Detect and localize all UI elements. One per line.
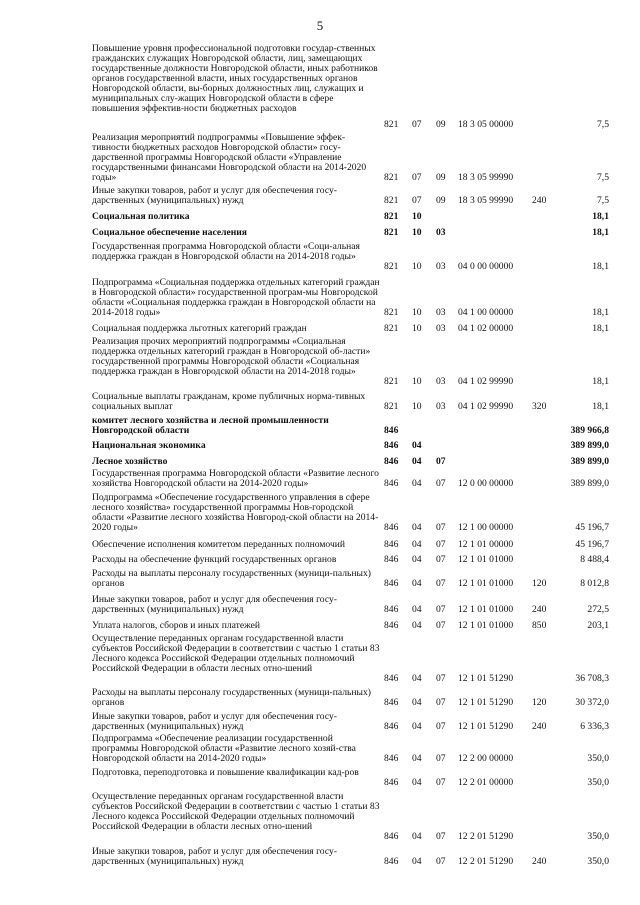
row-admin-code: 846 bbox=[384, 753, 399, 764]
row-expense-type: 120 bbox=[532, 578, 547, 589]
table-row bbox=[0, 324, 640, 334]
row-amount: 18,1 bbox=[592, 376, 609, 387]
table-row bbox=[0, 228, 640, 238]
table-row bbox=[0, 416, 640, 436]
table-row bbox=[0, 621, 640, 631]
row-subsection-code: 03 bbox=[436, 376, 446, 387]
table-row bbox=[0, 44, 640, 130]
row-section-code: 04 bbox=[412, 831, 422, 842]
row-section-code: 10 bbox=[412, 227, 422, 238]
row-section-code: 04 bbox=[412, 721, 422, 732]
row-amount: 30 372,0 bbox=[575, 697, 609, 708]
row-subsection-code: 09 bbox=[436, 195, 446, 206]
table-row bbox=[0, 457, 640, 467]
row-section-code: 04 bbox=[412, 456, 422, 467]
table-row bbox=[0, 278, 640, 318]
row-amount: 203,1 bbox=[587, 620, 609, 631]
row-amount: 45 196,7 bbox=[575, 522, 609, 533]
row-target-article: 18 3 05 99990 bbox=[458, 195, 514, 206]
row-name: Государственная программа Новгородской области «Соци-альная поддержка граждан в Новгородской области на 2014-2018 годы» bbox=[92, 241, 360, 262]
table-row bbox=[0, 212, 640, 222]
row-name: Повышение уровня профессиональной подготовки государ-ственных гражданских служащих Новгородской области, лиц, замещающих государственные должности Новгородской области, иных работников органов государственной власти, иных государственных органов Новгородской области, вы-борных должностных лиц, служащих и муниципальных слу-жащих Новгородской области в сфере повышения эффектив-ности бюджетных расходов bbox=[92, 43, 378, 114]
table-row bbox=[0, 688, 640, 708]
row-section-code: 04 bbox=[412, 539, 422, 550]
row-admin-code: 821 bbox=[384, 307, 399, 318]
table-row bbox=[0, 634, 640, 684]
row-section-code: 10 bbox=[412, 323, 422, 334]
row-name: Осуществление переданных органам государственной власти субъектов Российской Федерации в соответствии с частью 1 статьи 83 Лесного кодекса Российской Федерации отдельных полномочий Российской Федерации в области лесных отно-шений bbox=[92, 633, 380, 674]
row-subsection-code: 07 bbox=[436, 539, 446, 550]
row-section-code: 10 bbox=[412, 261, 422, 272]
row-amount: 18,1 bbox=[592, 307, 609, 318]
row-amount: 350,0 bbox=[587, 753, 609, 764]
row-subsection-code: 07 bbox=[436, 604, 446, 615]
table-row bbox=[0, 337, 640, 387]
row-admin-code: 821 bbox=[384, 227, 399, 238]
table-row bbox=[0, 540, 640, 550]
row-name: Подпрограмма «Обеспечение государственного управления в сфере лесного хозяйства» государственной программы Нов-городской области «Развитие лесного хозяйства Новгород-ской области на 2014-2020 годы» bbox=[92, 492, 379, 533]
row-admin-code: 821 bbox=[384, 211, 399, 222]
row-amount: 18,1 bbox=[592, 261, 609, 272]
row-section-code: 04 bbox=[412, 697, 422, 708]
row-name: Социальная политика bbox=[92, 211, 190, 222]
row-admin-code: 846 bbox=[384, 604, 399, 615]
row-section-code: 04 bbox=[412, 856, 422, 867]
row-name: Иные закупки товаров, работ и услуг для обеспечения госу-дарственных (муниципальных) нужд bbox=[92, 185, 337, 206]
row-name: Расходы на выплаты персоналу государственных (муници-пальных) органов bbox=[92, 568, 371, 589]
table-row bbox=[0, 133, 640, 183]
row-subsection-code: 03 bbox=[436, 401, 446, 412]
row-section-code: 04 bbox=[412, 673, 422, 684]
row-admin-code: 846 bbox=[384, 478, 399, 489]
row-admin-code: 846 bbox=[384, 620, 399, 631]
row-subsection-code: 03 bbox=[436, 307, 446, 318]
row-admin-code: 846 bbox=[384, 539, 399, 550]
row-target-article: 12 2 01 51290 bbox=[458, 831, 514, 842]
row-name: Государственная программа Новгородской области «Развитие лесного хозяйства Новгородской области на 2014-2020 годы» bbox=[92, 468, 379, 489]
row-section-code: 07 bbox=[412, 172, 422, 183]
row-subsection-code: 03 bbox=[436, 227, 446, 238]
table-row bbox=[0, 712, 640, 732]
table-row bbox=[0, 441, 640, 451]
row-admin-code: 821 bbox=[384, 376, 399, 387]
row-target-article: 12 1 01 01000 bbox=[458, 620, 514, 631]
row-section-code: 04 bbox=[412, 620, 422, 631]
row-admin-code: 846 bbox=[384, 440, 399, 451]
row-amount: 18,1 bbox=[592, 401, 609, 412]
row-admin-code: 846 bbox=[384, 831, 399, 842]
row-subsection-code: 07 bbox=[436, 522, 446, 533]
row-name: Подпрограмма «Социальная поддержка отдельных категорий граждан в Новгородской области» государственной програм-мы Новгородской области «Социальная поддержка граждан в Новгородской области на 2014-2018 годы» bbox=[92, 277, 380, 318]
row-amount: 389 966,8 bbox=[570, 425, 609, 436]
row-name: комитет лесного хозяйства и лесной промышленности Новгородской области bbox=[92, 415, 329, 436]
row-admin-code: 846 bbox=[384, 578, 399, 589]
row-target-article: 04 1 02 99990 bbox=[458, 376, 514, 387]
row-admin-code: 846 bbox=[384, 777, 399, 788]
table-row bbox=[0, 186, 640, 206]
row-amount: 18,1 bbox=[592, 323, 609, 334]
row-subsection-code: 07 bbox=[436, 554, 446, 565]
row-amount: 36 708,3 bbox=[575, 673, 609, 684]
row-expense-type: 320 bbox=[532, 401, 547, 412]
row-subsection-code: 07 bbox=[436, 777, 446, 788]
row-section-code: 10 bbox=[412, 401, 422, 412]
row-subsection-code: 07 bbox=[436, 673, 446, 684]
table-row bbox=[0, 392, 640, 412]
row-subsection-code: 07 bbox=[436, 578, 446, 589]
table-row bbox=[0, 493, 640, 533]
row-amount: 8 012,8 bbox=[580, 578, 609, 589]
row-name: Социальные выплаты гражданам, кроме публичных норма-тивных социальных выплат bbox=[92, 391, 366, 412]
row-amount: 18,1 bbox=[592, 227, 609, 238]
row-name: Реализация прочих мероприятий подпрограммы «Социальная поддержка отдельных категорий граждан в Новгородской об-ласти» государственной программы Новгородской области «Социальная поддержка граждан в Новгородской области на 2014-2018 годы» bbox=[92, 336, 371, 377]
row-subsection-code: 09 bbox=[436, 119, 446, 130]
row-target-article: 18 3 05 99990 bbox=[458, 172, 514, 183]
row-section-code: 04 bbox=[412, 604, 422, 615]
table-row bbox=[0, 595, 640, 615]
table-row bbox=[0, 768, 640, 788]
row-section-code: 04 bbox=[412, 777, 422, 788]
row-section-code: 04 bbox=[412, 440, 422, 451]
row-amount: 389 899,0 bbox=[570, 478, 609, 489]
row-section-code: 04 bbox=[412, 753, 422, 764]
row-target-article: 12 2 01 00000 bbox=[458, 777, 514, 788]
row-subsection-code: 03 bbox=[436, 323, 446, 334]
row-subsection-code: 07 bbox=[436, 721, 446, 732]
table-row bbox=[0, 792, 640, 842]
table-row bbox=[0, 469, 640, 489]
row-name: Подготовка, переподготовка и повышение квалификации кад-ров bbox=[92, 767, 359, 778]
row-subsection-code: 07 bbox=[436, 753, 446, 764]
table-row bbox=[0, 569, 640, 589]
row-expense-type: 240 bbox=[532, 721, 547, 732]
row-expense-type: 240 bbox=[532, 604, 547, 615]
row-subsection-code: 07 bbox=[436, 697, 446, 708]
row-amount: 6 336,3 bbox=[580, 721, 609, 732]
row-expense-type: 240 bbox=[532, 856, 547, 867]
row-name: Национальная экономика bbox=[92, 440, 206, 451]
row-target-article: 12 1 00 00000 bbox=[458, 522, 514, 533]
row-name: Уплата налогов, сборов и иных платежей bbox=[92, 620, 261, 631]
row-name: Расходы на выплаты персоналу государственных (муници-пальных) органов bbox=[92, 687, 371, 708]
row-target-article: 12 1 01 01000 bbox=[458, 604, 514, 615]
row-target-article: 12 1 01 51290 bbox=[458, 673, 514, 684]
row-expense-type: 240 bbox=[532, 195, 547, 206]
row-section-code: 04 bbox=[412, 578, 422, 589]
row-target-article: 04 1 00 00000 bbox=[458, 307, 514, 318]
row-amount: 7,5 bbox=[597, 172, 609, 183]
row-section-code: 07 bbox=[412, 195, 422, 206]
row-expense-type: 850 bbox=[532, 620, 547, 631]
row-target-article: 12 1 01 51290 bbox=[458, 697, 514, 708]
row-section-code: 04 bbox=[412, 478, 422, 489]
row-section-code: 07 bbox=[412, 119, 422, 130]
row-amount: 7,5 bbox=[597, 195, 609, 206]
table-row bbox=[0, 847, 640, 867]
row-subsection-code: 09 bbox=[436, 172, 446, 183]
row-amount: 350,0 bbox=[587, 856, 609, 867]
row-admin-code: 846 bbox=[384, 522, 399, 533]
row-amount: 7,5 bbox=[597, 119, 609, 130]
row-amount: 389 899,0 bbox=[570, 456, 609, 467]
row-section-code: 10 bbox=[412, 376, 422, 387]
row-section-code: 04 bbox=[412, 522, 422, 533]
page-number: 5 bbox=[316, 18, 324, 33]
row-name: Иные закупки товаров, работ и услуг для обеспечения госу-дарственных (муниципальных) нужд bbox=[92, 711, 337, 732]
row-name: Расходы на обеспечение функций государственных органов bbox=[92, 554, 337, 565]
row-target-article: 12 1 01 01000 bbox=[458, 554, 514, 565]
row-target-article: 18 3 05 00000 bbox=[458, 119, 514, 130]
row-name: Реализация мероприятий подпрограммы «Повышение эффек-тивности бюджетных расходов Новгородской области» госу-дарственной программы Новгородской области «Управление государственными финансами Новгородской области на 2014-2020 годы» bbox=[92, 132, 367, 183]
row-admin-code: 846 bbox=[384, 697, 399, 708]
row-subsection-code: 07 bbox=[436, 456, 446, 467]
row-target-article: 04 0 00 00000 bbox=[458, 261, 514, 272]
row-name: Осуществление переданных органам государственной власти субъектов Российской Федерации в соответствии с частью 1 статьи 83 Лесного кодекса Российской Федерации отдельных полномочий Российской Федерации в области лесных отно-шений bbox=[92, 791, 380, 832]
row-amount: 272,5 bbox=[587, 604, 609, 615]
row-admin-code: 821 bbox=[384, 261, 399, 272]
row-admin-code: 846 bbox=[384, 721, 399, 732]
row-admin-code: 821 bbox=[384, 172, 399, 183]
row-name: Подпрограмма «Обеспечение реализации государственной программы Новгородской области «Развитие лесного хозяй-ства Новгородской области на 2014-2020 годы» bbox=[92, 733, 356, 764]
row-expense-type: 120 bbox=[532, 697, 547, 708]
row-subsection-code: 07 bbox=[436, 478, 446, 489]
row-target-article: 12 1 01 51290 bbox=[458, 721, 514, 732]
row-amount: 350,0 bbox=[587, 777, 609, 788]
row-target-article: 12 2 00 00000 bbox=[458, 753, 514, 764]
row-amount: 18,1 bbox=[592, 211, 609, 222]
row-amount: 350,0 bbox=[587, 831, 609, 842]
row-subsection-code: 07 bbox=[436, 620, 446, 631]
row-admin-code: 846 bbox=[384, 673, 399, 684]
row-amount: 8 488,4 bbox=[580, 554, 609, 565]
row-section-code: 10 bbox=[412, 307, 422, 318]
row-target-article: 12 2 01 51290 bbox=[458, 856, 514, 867]
table-row bbox=[0, 555, 640, 565]
row-subsection-code: 07 bbox=[436, 831, 446, 842]
row-admin-code: 821 bbox=[384, 323, 399, 334]
row-admin-code: 821 bbox=[384, 401, 399, 412]
row-subsection-code: 03 bbox=[436, 261, 446, 272]
row-section-code: 04 bbox=[412, 554, 422, 565]
row-amount: 45 196,7 bbox=[575, 539, 609, 550]
row-admin-code: 821 bbox=[384, 119, 399, 130]
row-name: Социальное обеспечение населения bbox=[92, 227, 247, 238]
row-amount: 389 899,0 bbox=[570, 440, 609, 451]
row-subsection-code: 07 bbox=[436, 856, 446, 867]
row-name: Социальная поддержка льготных категорий граждан bbox=[92, 323, 307, 334]
row-admin-code: 846 bbox=[384, 425, 399, 436]
table-row bbox=[0, 242, 640, 272]
row-target-article: 04 1 02 99990 bbox=[458, 401, 514, 412]
row-target-article: 12 0 00 00000 bbox=[458, 478, 514, 489]
row-admin-code: 846 bbox=[384, 456, 399, 467]
table-row bbox=[0, 734, 640, 764]
row-section-code: 10 bbox=[412, 211, 422, 222]
row-name: Иные закупки товаров, работ и услуг для обеспечения госу-дарственных (муниципальных) нужд bbox=[92, 846, 337, 867]
row-target-article: 12 1 01 01000 bbox=[458, 578, 514, 589]
row-admin-code: 846 bbox=[384, 554, 399, 565]
row-target-article: 12 1 01 00000 bbox=[458, 539, 514, 550]
row-name: Лесное хозяйство bbox=[92, 456, 168, 467]
row-name: Обеспечение исполнения комитетом переданных полномочий bbox=[92, 539, 346, 550]
row-admin-code: 821 bbox=[384, 195, 399, 206]
row-admin-code: 846 bbox=[384, 856, 399, 867]
row-name: Иные закупки товаров, работ и услуг для обеспечения госу-дарственных (муниципальных) нужд bbox=[92, 594, 337, 615]
row-target-article: 04 1 02 00000 bbox=[458, 323, 514, 334]
